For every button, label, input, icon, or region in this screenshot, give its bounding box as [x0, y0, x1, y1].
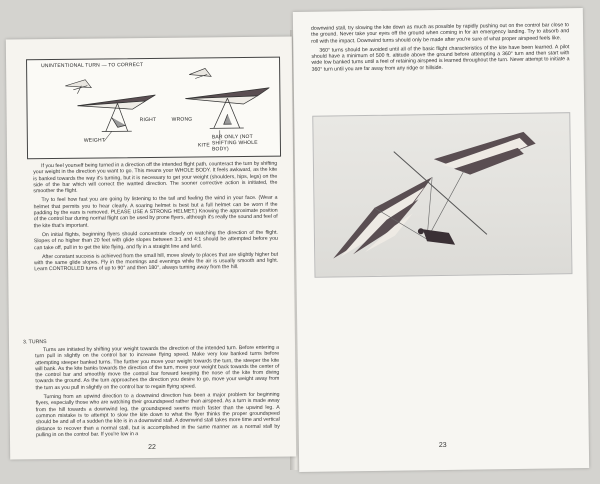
hang-glider-photo — [312, 112, 572, 278]
body-text-upper — [33, 161, 278, 276]
paragraph: If you feel yourself being turned in a direction off the intended flight path, counteract the turn by shifting your weight in the direction you want to go. This means your WHOLE BODY. It feels awkward, as the kite is banked towards the way it's turning, but it is necessary to get your weight (shoulders, hips, legs) on the side of the bar which will correct the wanted direction. The sooner corrective action is initiated, the smoother the flight. — [33, 160, 278, 195]
left-page — [6, 37, 296, 460]
paragraph: 360° turns should be avoided until all of the basic flight characteristics of the kite have been learned. A pilot should have a minimum of 500 ft. altitude above the ground before attempting a 360° turn and then start with wide low banked turns until a feel of retaining airspeed is learned throughout the turn. Never attempt to initiate a 360° turn until you are far away from any ridge or hillside. — [311, 44, 570, 73]
page-number-left: 22 — [148, 443, 156, 452]
label-weight: WEIGHT — [83, 137, 106, 144]
diagram-title: UNINTENTIONAL TURN — TO CORRECT — [41, 62, 144, 70]
right-page — [293, 8, 589, 472]
paragraph: downwind stall, try slowing the kite down as much as possible by rapidly pushing out on the control bar close to the ground. Never take your eyes off the ground when coming in for an emergency landing. Try to absorb and roll with the impact. Downwind turns should only be made after you're sure of what proper airspeed feels like. — [310, 22, 570, 45]
page-number-right: 23 — [438, 441, 447, 450]
label-bar-only: BAR ONLY (NOT SHIFTING WHOLE BODY) — [211, 133, 258, 153]
body-text-right — [311, 22, 570, 76]
section-heading-turns: 3. TURNS — [22, 339, 47, 346]
glider-right-icon — [77, 95, 155, 132]
paragraph: After constant success is achieved from the small hill, move slowly to places that are slightly higher but with the same glide slopes. Fly in the mornings and evenings while the air is usually smooth and light. Learn CONTROLLED turns of up to 90° and then 180°, always turning away from the hill. — [34, 251, 279, 273]
paragraph: Try to feel how fast you are going by listening to the tail and feeling the wind in your face. (Wear a helmet that permits you to hear clearly. A soaring helmet is best but a full helmet can be worn if the padding by the ears is removed. PLEASE USE A STRONG HELMET.) Knowing the approximate position of the control bar during normal flight can be used by prone flyers, although it's really the sound and feel of the kite that's important. — [33, 195, 278, 229]
paragraph: On initial flights, beginning flyers should concentrate closely on watching the direction of the flight. Slopes of no higher than 20 feet with glide slopes between 3:1 and 4:1 should be attempted before you can take off, pull in to get the kite flying, and fly in a straight line and land. — [33, 229, 278, 251]
paragraph: Turning from an upwind direction to a downwind direction has been a major problem for beginning flyers, especially those who are watching their groundspeed rather than airspeed. As a turn is made away from the hill towards a downwind leg, the groundspeed seems much faster than the upwind leg. A common mistake is to attempt to slow the kite down to what the flyer thinks the proper groundspeed should be and all of a sudden the kite is in a downwind stall. A downwind stall takes more time and vertical distance to recover than a normal stall, but is accomplished in the same manner as a normal stall by pulling in on the control bar. If you're low in a — [35, 391, 280, 439]
body-text-lower — [35, 345, 280, 442]
hang-glider-photo-icon — [313, 113, 571, 277]
small-glider-left-icon — [65, 80, 91, 94]
label-wrong: WRONG — [171, 116, 193, 123]
label-right: RIGHT — [139, 116, 157, 124]
turn-correction-diagram — [26, 57, 281, 160]
glider-wrong-icon — [185, 88, 269, 129]
paragraph: Turns are initiated by shifting your weight towards the direction of the intended turn. Before entering a turn pull in slightly on the control bar to increase flying speed. Make very low banked turns before attempting steeper banked turns. The further you move your weight towards the turn, the steeper the kite will bank. As the kite banks towards the direction of the turn, move your weight back towards the center of the control bar and smoothly move the control bar forward keeping the nose of the kite from diving towards the ground. As the turn approaches the direction you desire to go, move your weight away from the turn as you pull in slightly on the control bar to regain flying speed. — [35, 344, 280, 391]
label-kite: KITE — [197, 142, 210, 149]
small-glider-right-icon — [189, 68, 211, 78]
